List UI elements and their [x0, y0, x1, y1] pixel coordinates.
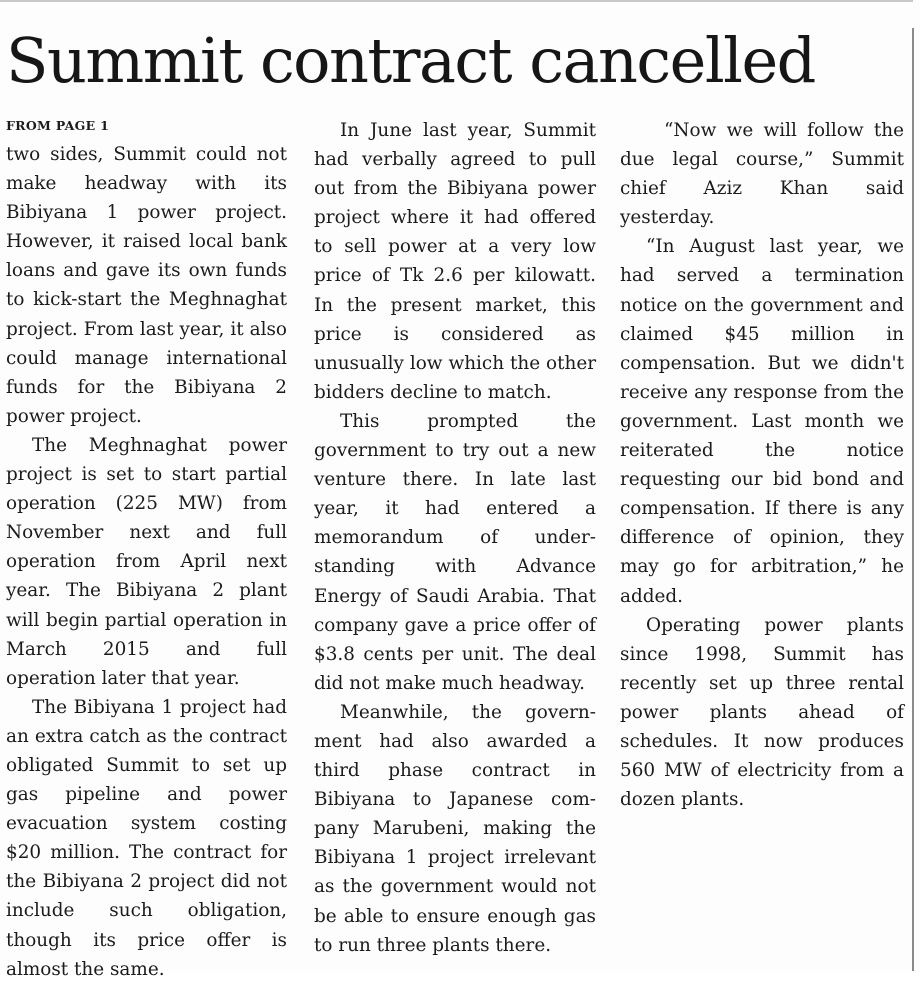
- paragraph-1: two sides, Summit could not make headway with its Bibiyana 1 power project. However, it raised local bank loans and gave its own funds to kick-start the Meghnaghat project. From last year, it also could manage international funds for the Bibiyana 2 power project.: [6, 144, 287, 427]
- paragraph-4: In June last year, Summit had verbally agreed to pull out from the Bibiyana power project where it had offered to sell power at a very low price of Tk 2.6 per kilowatt. In the present market, this price is considered as unusually low which the other bidders decline to match.: [314, 120, 596, 403]
- article-column-2: [314, 116, 596, 960]
- paragraph-7: “Now we will follow the due legal course,” Summit chief Aziz Khan said yesterday.: [620, 120, 904, 229]
- headline: Summit contract cancelled: [6, 24, 815, 97]
- article-column-3: [620, 116, 904, 814]
- paragraph-9: Operating power plants since 1998, Summit has recently set up three rental power plants ahead of schedules. It now produces 560 MW of electricity from a dozen plants.: [620, 614, 904, 811]
- right-column-rule: [912, 28, 914, 971]
- paragraph-2: The Meghnaghat power project is set to start partial operation (225 MW) from November next and full operation from April next year. The Bibiyana 2 plant will begin partial operation in March 2015 and full operation later that year.: [6, 434, 287, 689]
- paragraph-5: This prompted the government to try out a new venture there. In late last year, it had entered a memorandum of understanding with Advance Energy of Saudi Arabia. That company gave a price offer of $3.8 cents per unit. The deal did not make much headway.: [314, 410, 596, 694]
- top-rule: [0, 0, 913, 2]
- paragraph-6: Meanwhile, the government had also awarded a third phase contract in Bibiyana to Japanese company Marubeni, making the Bibiyana 1 project irrelevant as the government would not be able to ensure enough gas to run three plants there.: [314, 701, 596, 956]
- continuation-kicker: FROM PAGE 1: [6, 118, 110, 133]
- article-column-1: [6, 116, 287, 984]
- paragraph-3: The Bibiyana 1 project had an extra catch as the contract obligated Summit to set up gas pipeline and power evacuation system costing $20 million. The contract for the Bibiyana 2 project did not include such obligation, though its price offer is almost the same.: [6, 696, 287, 980]
- paragraph-8: “In August last year, we had served a termination notice on the government and claimed $45 million in compensation. But we didn't receive any response from the government. Last month we reiterated the notice requesting our bid bond and compensation. If there is any difference of opinion, they may go for arbitration,” he added.: [620, 236, 904, 607]
